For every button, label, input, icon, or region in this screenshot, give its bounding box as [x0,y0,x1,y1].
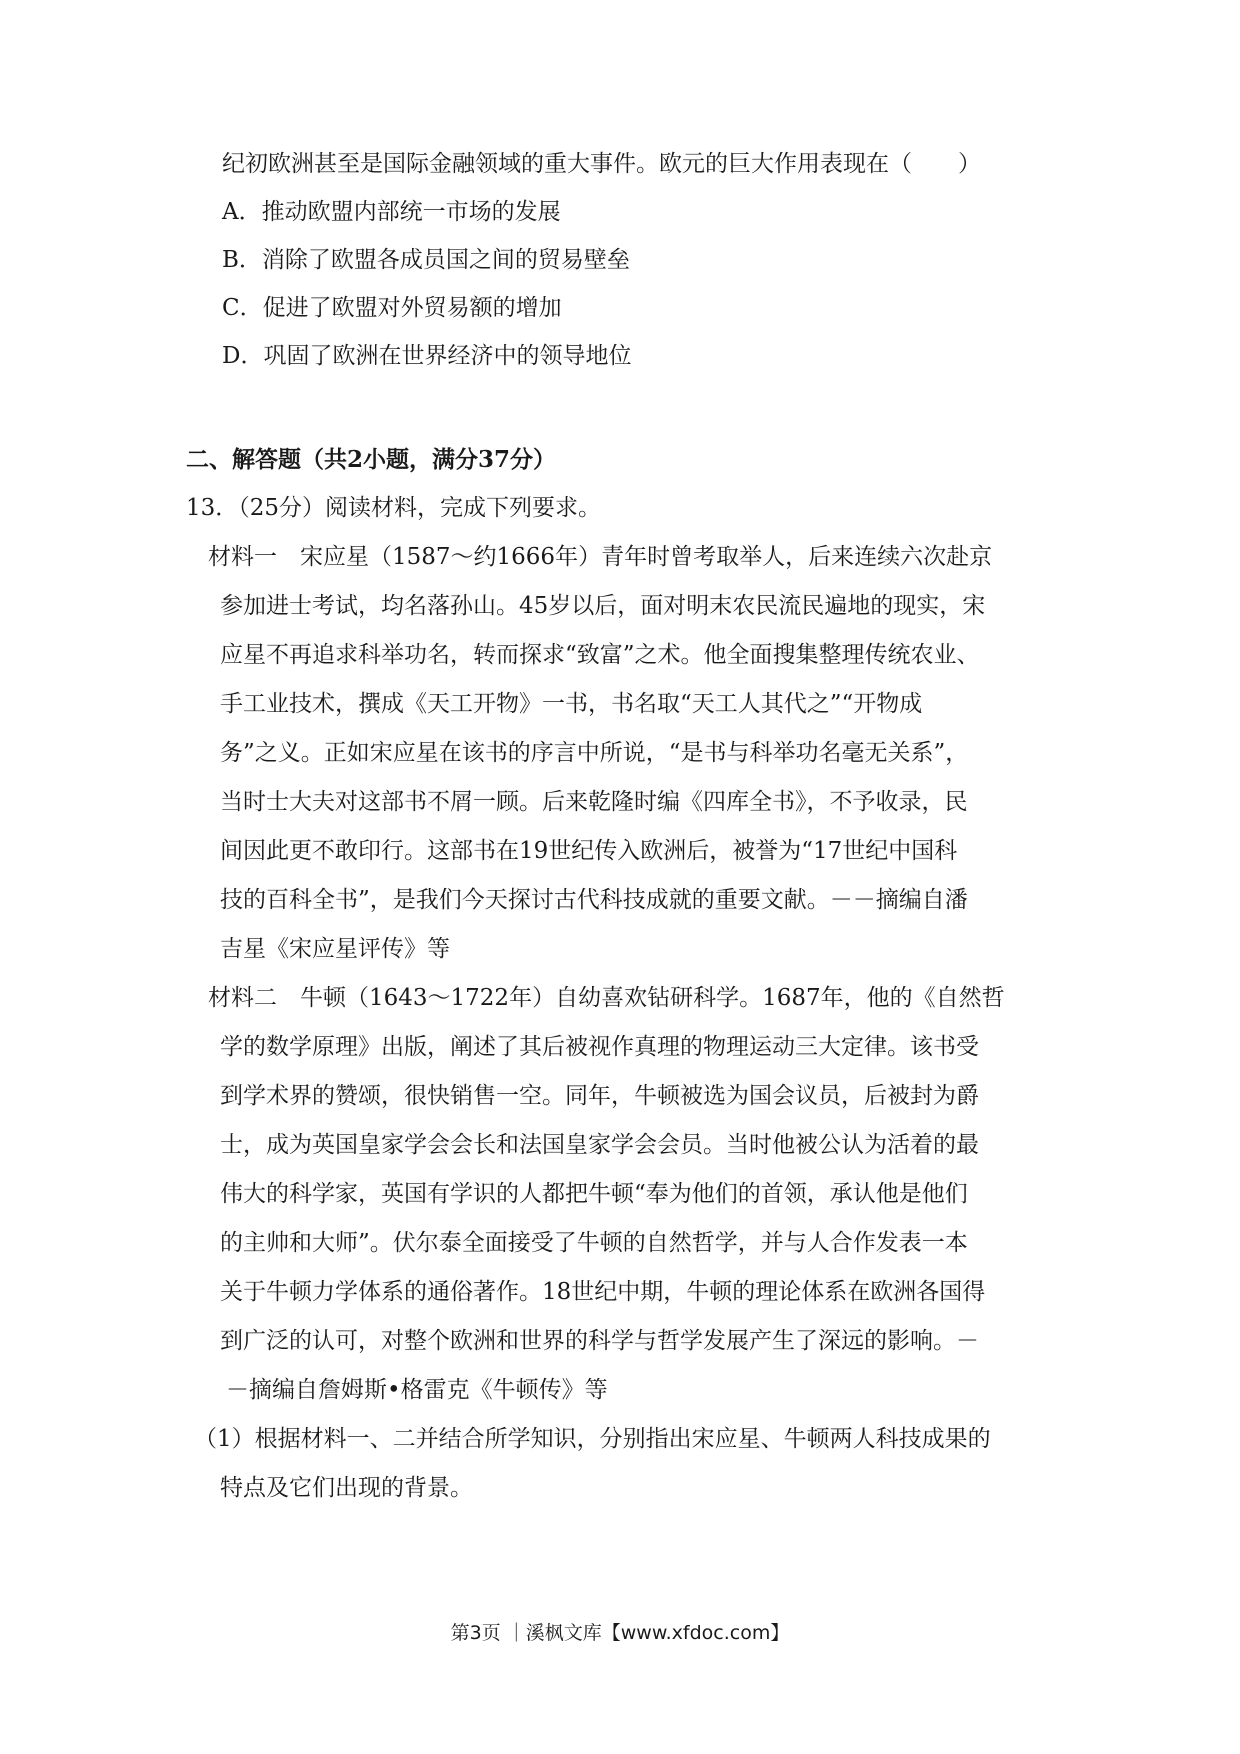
material-2-line: 士，成为英国皇家学会会长和法国皇家学会会员。当时他被公认为活着的最 [220,1132,979,1158]
material-1-line: 当时士大夫对这部书不屑一顾。后来乾隆时编《四库全书》，不予收录，民 [220,789,968,815]
material-1-line: 参加进士考试，均名落孙山。45岁以后，面对明末农民流民遍地的现实，宋 [220,593,986,619]
question-13-stem: 13．（25分）阅读材料，完成下列要求。 [186,495,602,521]
material-2-source: －摘编自詹姆斯•格雷克《牛顿传》等 [226,1377,608,1403]
question-12-option-a: A．推动欧盟内部统一市场的发展 [222,199,561,225]
section-2-heading: 二、解答题（共2小题，满分37分） [186,446,557,473]
material-2-line: 关于牛顿力学体系的通俗著作。18世纪中期，牛顿的理论体系在欧洲各国得 [220,1279,986,1305]
material-2-line: 到广泛的认可，对整个欧洲和世界的科学与哲学发展产生了深远的影响。－ [220,1328,979,1354]
material-2-line: 到学术界的赞颂，很快销售一空。同年，牛顿被选为国会议员，后被封为爵 [220,1083,979,1109]
material-1-line: 手工业技术，撰成《天工开物》一书，书名取“天工人其代之”“开物成 [220,691,923,717]
material-1-line: 应星不再追求科举功名，转而探求“致富”之术。他全面搜集整理传统农业、 [220,642,980,668]
question-12-option-c: C．促进了欧盟对外贸易额的增加 [222,295,562,321]
material-2-line: 的主帅和大师”。伏尔泰全面接受了牛顿的自然哲学，并与人合作发表一本 [220,1230,968,1256]
material-2-line: 伟大的科学家，英国有学识的人都把牛顿“奉为他们的首领，承认他是他们 [220,1181,968,1207]
material-2-line: 材料二 牛顿（1643～1722年）自幼喜欢钻研科学。1687年，他的《自然哲 [208,985,1005,1011]
material-1-line: 务”之义。正如宋应星在该书的序言中所说，“是书与科举功名毫无关系”， [220,740,969,766]
sub-question-1-cont: 特点及它们出现的背景。 [220,1475,473,1501]
question-12-stem-tail: 纪初欧洲甚至是国际金融领域的重大事件。欧元的巨大作用表现在（ ） [222,151,981,177]
material-1-line: 间因此更不敢印行。这部书在19世纪传入欧洲后，被誉为“17世纪中国科 [220,838,958,864]
question-12-option-d: D．巩固了欧洲在世界经济中的领导地位 [222,343,632,369]
page-footer: 第3页 ｜溪枫文库【www.xfdoc.com】 [450,1622,790,1644]
material-1-line: 技的百科全书”，是我们今天探讨古代科技成就的重要文献。－－摘编自潘 [220,887,968,913]
material-1-line: 材料一 宋应星（1587～约1666年）青年时曾考取举人，后来连续六次赴京 [208,544,993,570]
material-2-line: 学的数学原理》出版，阐述了其后被视作真理的物理运动三大定律。该书受 [220,1034,979,1060]
question-12-option-b: B．消除了欧盟各成员国之间的贸易壁垒 [222,247,630,273]
sub-question-1: （1）根据材料一、二并结合所学知识，分别指出宋应星、牛顿两人科技成果的 [194,1426,991,1452]
material-1-source: 吉星《宋应星评传》等 [220,936,450,962]
